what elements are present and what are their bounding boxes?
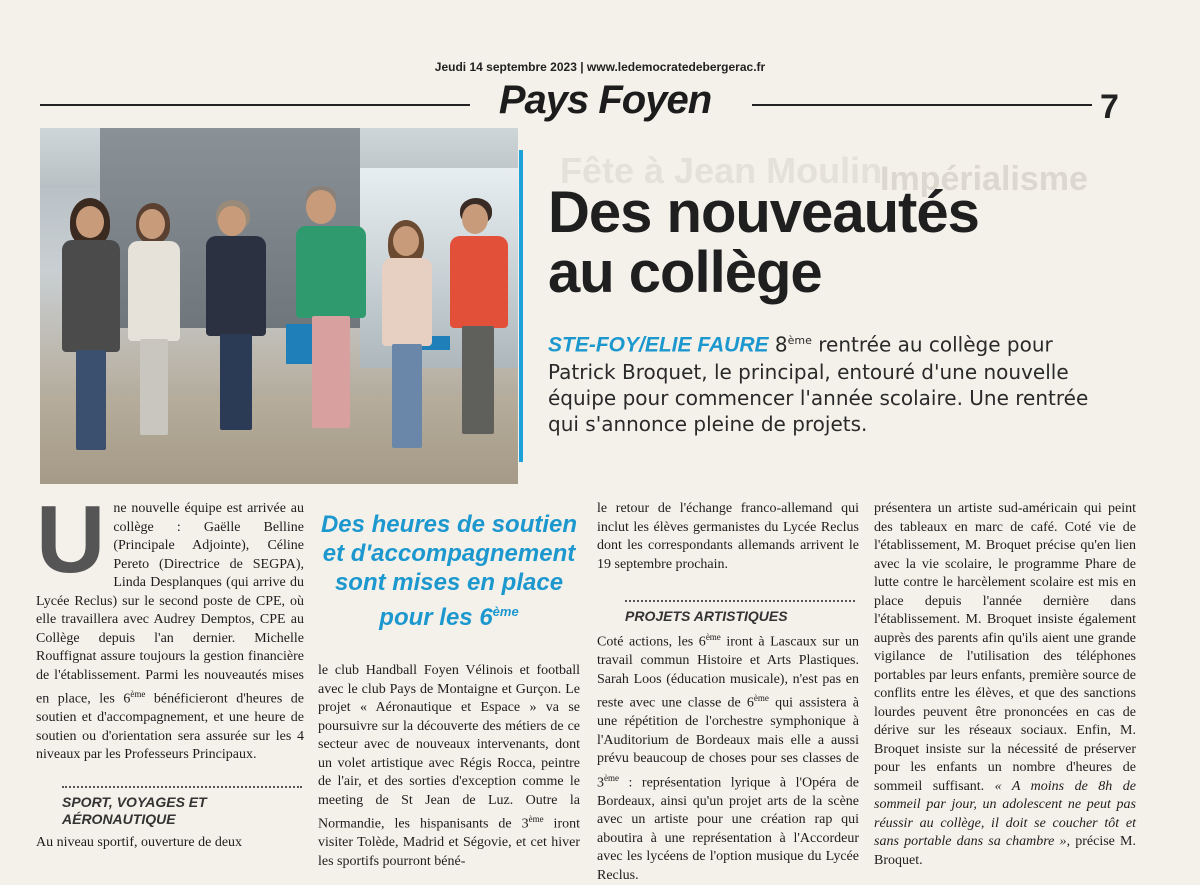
article-column-1 <box>36 486 305 765</box>
col3-sup-3: ème <box>604 772 619 783</box>
article-column-4 <box>874 500 1136 870</box>
col1-text-b: bénéficieront d'heures de soutien et d'accompagnement, et une heure de soutien ou d'orientation sera assurée sur les 4 niveaux par les Professeurs Principaux. <box>36 691 305 763</box>
headline-line-2: au collège <box>548 240 822 305</box>
col4-quote: « A moins de 8h de sommeil par jour, un adolescent ne peut pas réussir au collège, il doit se coucher tôt et sans portable dans sa chambre » <box>874 778 1136 849</box>
article-column-3b <box>597 628 859 885</box>
header-rule-right <box>752 104 1092 106</box>
lead-ordinal: 8 <box>774 332 788 357</box>
article-headline <box>548 180 1148 305</box>
lead-sup: ème <box>787 334 812 347</box>
col3-sup-1: ème <box>705 632 721 642</box>
bleed-text-right: Impérialisme <box>880 160 1088 198</box>
col4-quote-tail: , précise M. Broquet. <box>874 834 1136 868</box>
article-lead <box>548 328 1108 437</box>
article-column-2 <box>318 662 580 871</box>
col1-text-a: ne nouvelle équipe est arrivée au collège : Gaëlle Belline (Principale Adjointe), Céline Pereto (Directrice de SEGPA), Linda Desplanques (qui arrive du Lycée Reclus) sur le second poste de CPE, où elle travaillera avec Audrey Demptos, CPE au Collège depuis l'an dernier. Michelle Rouffignat assure toujours la gestion financière de l'établissement. Parmi les nouveautés mises en place, les 6 <box>36 501 304 707</box>
team-photo <box>40 128 518 484</box>
subhead-projets: PROJETS ARTISTIQUES <box>625 600 855 625</box>
col3-sup-2: ème <box>753 693 769 704</box>
col2-text-b: iront visiter Tolède, Madrid et Ségovie, et cet hiver les sportifs pourront béné- <box>318 816 580 869</box>
location-tag: STE-FOY/ELIE FAURE <box>548 333 769 357</box>
article-column-3 <box>597 500 859 574</box>
page-number: 7 <box>1100 88 1119 126</box>
lead-text: rentrée au collège pour Patrick Broquet, le principal, entouré d'une nouvelle équipe pour commencer l'année scolaire. Une rentrée qui s'annonce pleine de projets. <box>548 332 1089 436</box>
pull-quote <box>318 510 580 632</box>
subhead-sport: SPORT, VOYAGES ET AÉRONAUTIQUE <box>62 786 302 828</box>
pull-quote-text: Des heures de soutien et d'accompagnement sont mises en place pour les 6 <box>320 511 578 631</box>
date-site-line: Jeudi 14 septembre 2023 | www.ledemocratedebergerac.fr <box>434 60 766 74</box>
header-rule-left <box>40 104 470 106</box>
col4-text: présentera un artiste sud-américain qui peint des tableaux en marc de café. Coté vie de l'établissement, M. Broquet précise qu'en lien avec la vie scolaire, le programme Phare de lutte contre le harcèlement scolaire est mis en place depuis l'année dernière dans l'établissement. M. Broquet insiste également auprès des parents afin qu'ils aient une grande vigilance de l'utilisation des téléphones portables par leurs enfants, première source de conflits entre les élèves, et que des sanctions lourdes peuvent être prononcées en cas de dérive sur les réseaux sociaux. Enfin, M. Broquet insiste sur la nécessité de préserver pour les enfants un nombre d'heures de sommeil suffisant. <box>874 501 1136 794</box>
col3-text2-c: qui assistera à une répétition de l'orchestre symphonique à l'Auditorium de Bordeaux mais elle a aussi prévu beaucoup de choses pour ses classes de 3 <box>597 695 859 791</box>
col1-sup: ème <box>130 689 146 699</box>
col2-text-a: le club Handball Foyen Vélinois et football avec le club Pays de Montaigne et Gurçon. Le projet « Aéronautique et Espace » va se poursuivre sur la découverte des métiers de ce secteur avec de nouveaux intervenants, dont un volet artistique avec Régis Rocca, peintre de l'air, et des sorties d'exception comme le meeting de St Jean de Luz. Outre la Normandie, les hispanisants de 3 <box>318 663 580 832</box>
col2-sup: ème <box>528 814 544 824</box>
dropcap: U <box>36 486 106 593</box>
col1-tail: Au niveau sportif, ouverture de deux <box>36 835 243 850</box>
pull-quote-sup: ème <box>492 604 519 619</box>
photo-accent-bar <box>519 150 523 462</box>
col3-text: le retour de l'échange franco-allemand qui inclut les élèves germanistes du Lycée Reclus dont les correspondants allemands arrivent le 19 septembre prochain. <box>597 501 859 572</box>
bleed-text-mid: Fête à Jean Moulin <box>560 150 883 191</box>
headline-line-1: Des nouveautés <box>548 180 979 245</box>
col3-text2-b: iront à Lascaux sur un travail commun Histoire et Arts Plastiques. Sarah Loos (éducation musicale), n'est pas en reste avec une classe de 6 <box>597 634 859 711</box>
col3-text2-a: Coté actions, les 6 <box>597 634 706 650</box>
col3-text2-d: : représentation lyrique à l'Opéra de Bordeaux, ainsi qu'un projet arts de la scène avec un artiste pour une création rap qui aboutira à une représentation à l'Accordeur avec les lycéens de l'option musique du Lycée Reclus. <box>597 775 859 883</box>
section-title: Pays Foyen <box>498 78 712 122</box>
